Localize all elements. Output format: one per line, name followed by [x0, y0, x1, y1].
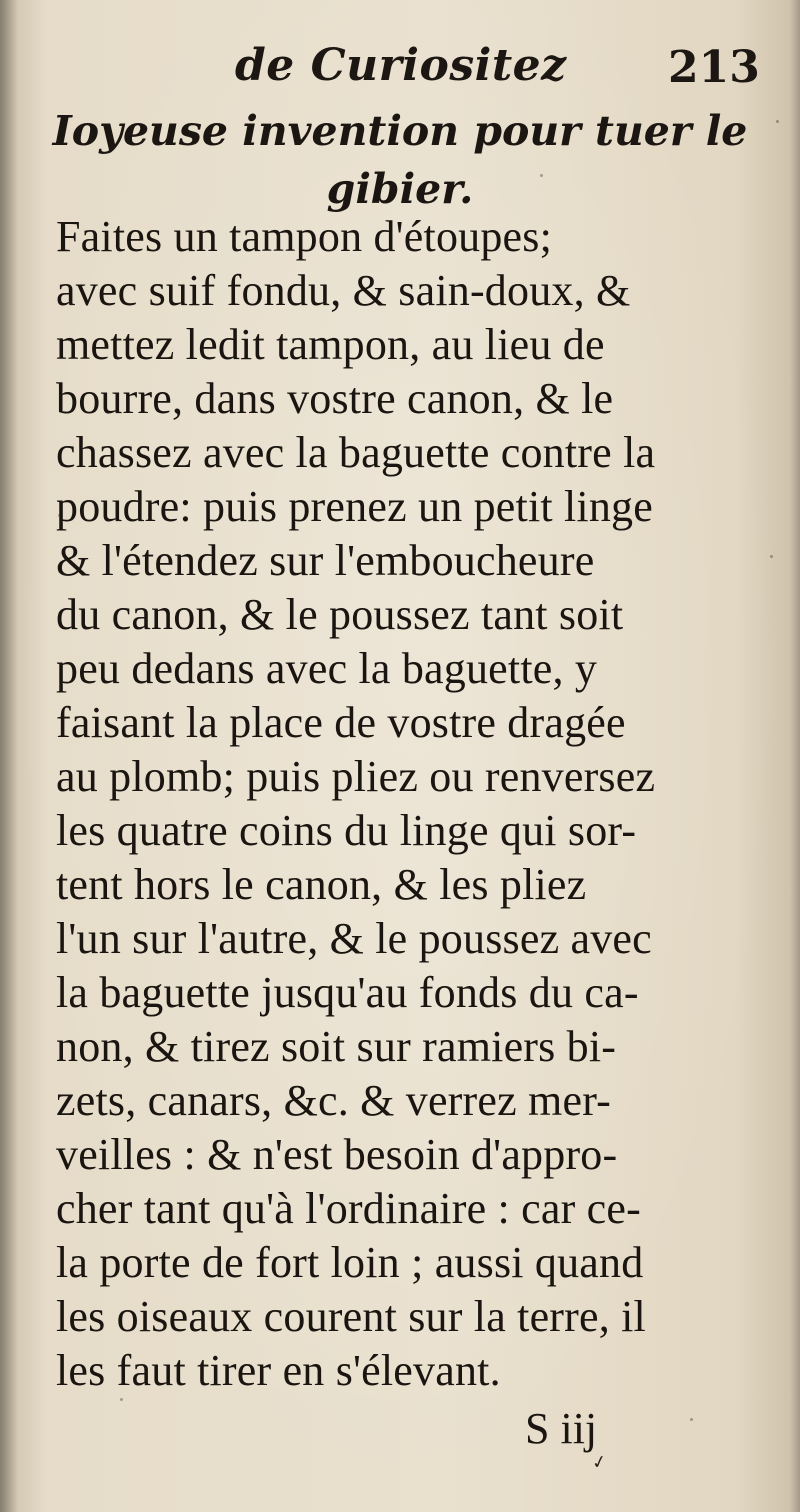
ink-speck [770, 555, 773, 558]
text-line: les oiseaux courent sur la terre, il [56, 1292, 646, 1341]
body-text [56, 210, 746, 1398]
signature-mark: S iij [525, 1404, 598, 1453]
running-title: de Curiositez [235, 40, 567, 91]
text-line: au plomb; puis pliez ou renversez [56, 752, 656, 801]
text-line: Faites un tampon d'étoupes; [56, 212, 553, 261]
text-line: chassez avec la baguette contre la [56, 428, 656, 477]
text-line: la porte de fort loin ; aussi quand [56, 1238, 644, 1287]
text-line: non, & tirez soit sur ramiers bi- [56, 1022, 617, 1071]
text-line: zets, canars, &c. & verrez mer- [56, 1076, 612, 1125]
page-number: 213 [668, 42, 760, 93]
ink-speck [690, 1418, 693, 1421]
ink-speck [120, 1398, 123, 1401]
text-line: l'un sur l'autre, & le poussez avec [56, 914, 652, 963]
text-line: tent hors le canon, & les pliez [56, 860, 587, 909]
text-line: les faut tirer en s'élevant. [56, 1346, 501, 1395]
section-title [0, 102, 800, 218]
text-line: cher tant qu'à l'ordinaire : car ce- [56, 1184, 641, 1233]
text-line: du canon, & le poussez tant soit [56, 590, 624, 639]
text-line: faisant la place de vostre dragée [56, 698, 626, 747]
text-line: peu dedans avec la baguette, y [56, 644, 598, 693]
ink-speck [540, 174, 543, 177]
text-line: & l'étendez sur l'emboucheure [56, 536, 595, 585]
text-line: les quatre coins du linge qui sor- [56, 806, 637, 855]
text-line: poudre: puis prenez un petit linge [56, 482, 653, 531]
ink-speck [58, 514, 61, 517]
section-title-line: Ioyeuse invention pour tuer le [52, 107, 748, 155]
text-line: bourre, dans vostre canon, & le [56, 374, 614, 423]
page-edge-shadow [790, 0, 800, 1512]
text-line: avec suif fondu, & sain-doux, & [56, 266, 631, 315]
text-line: mettez ledit tampon, au lieu de [56, 320, 605, 369]
ink-mark: ✓ [589, 1450, 610, 1475]
running-head [0, 22, 800, 112]
gutter-shadow [0, 0, 18, 1512]
text-line: la baguette jusqu'au fonds du ca- [56, 968, 639, 1017]
ink-speck [776, 120, 779, 123]
text-line: veilles : & n'est besoin d'appro- [56, 1130, 618, 1179]
section-title-line: gibier. [326, 165, 474, 213]
